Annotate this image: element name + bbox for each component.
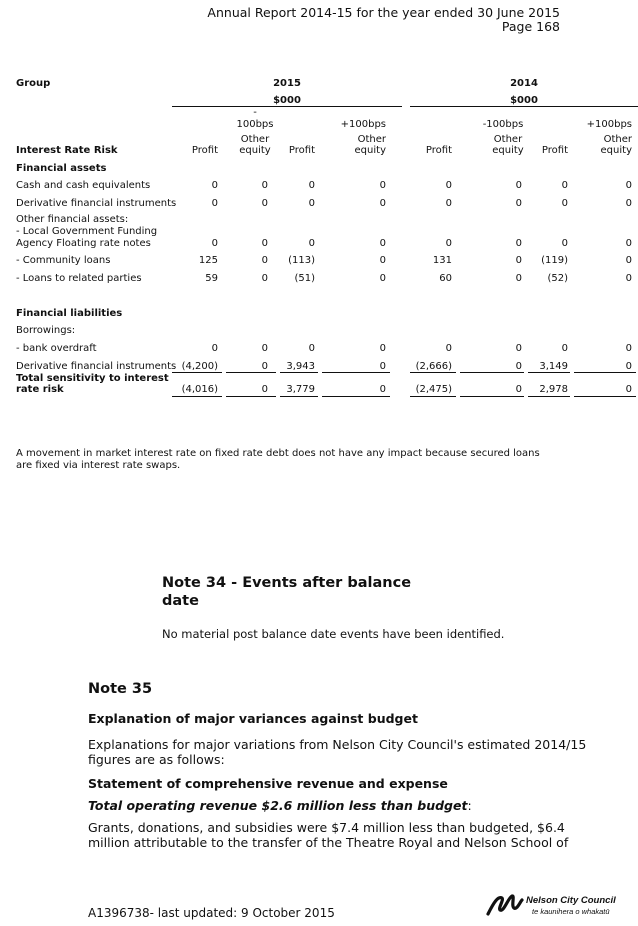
cell-deriv-assets-1: 0 [211, 198, 218, 209]
cell-total-5: (2,475) [415, 384, 452, 395]
cell-other-assets-6: 0 [515, 238, 522, 249]
nelson-city-council-logo-icon [486, 892, 524, 918]
profit-label-1: Profit [191, 145, 218, 156]
deriv-rule-8 [574, 372, 636, 373]
revenue-colon: : [467, 798, 472, 813]
cell-community-3: (113) [288, 255, 315, 266]
cell-cash-6: 0 [515, 180, 522, 191]
total-rule-2 [226, 396, 276, 397]
cell-related-5: 60 [439, 273, 452, 284]
col-2015-plus-bps: +100bps [340, 119, 386, 130]
total-rule-5 [410, 396, 456, 397]
cell-related-8: 0 [625, 273, 632, 284]
cell-other-assets-5: 0 [445, 238, 452, 249]
unit-2015: $000 [273, 95, 301, 106]
cell-community-5: 131 [432, 255, 452, 266]
grants-line-2: million attributable to the transfer of the Theatre Royal and Nelson School of [88, 835, 569, 850]
deriv-rule-1 [172, 372, 222, 373]
cell-other-assets-7: 0 [561, 238, 568, 249]
col-2015-minus-bps: 100bps [236, 119, 274, 130]
row-label-other-assets-2: - Local Government Funding [16, 226, 158, 237]
cell-other-assets-3: 0 [308, 238, 315, 249]
cell-cash-3: 0 [308, 180, 315, 191]
section-financial-liabilities: Financial liabilities [16, 308, 123, 319]
page-number: Page 168 [501, 19, 560, 34]
section-financial-assets: Financial assets [16, 163, 107, 174]
cell-other-assets-2: 0 [261, 238, 268, 249]
profit-label-3: Profit [425, 145, 452, 156]
other-label-2015-b: Other [357, 134, 386, 145]
note35-intro-line-2: figures are as follows: [88, 752, 225, 767]
note35-intro-line-1: Explanations for major variations from Nelson City Council's estimated 2014/15 [88, 737, 587, 752]
row-label-other-assets-3: Agency Floating rate notes [16, 238, 151, 249]
cell-related-6: 0 [515, 273, 522, 284]
doc-reference: A1396738- last updated: 9 October 2015 [88, 906, 335, 920]
revenue-heading: Total operating revenue $2.6 million less than budget [88, 798, 468, 813]
cell-other-assets-4: 0 [379, 238, 386, 249]
cell-overdraft-7: 0 [561, 343, 568, 354]
row-label-total-1: Total sensitivity to interest [16, 373, 169, 384]
deriv-rule-4 [322, 372, 390, 373]
cell-related-3: (51) [294, 273, 315, 284]
cell-related-2: 0 [261, 273, 268, 284]
year-2014: 2014 [510, 78, 538, 89]
group-label: Group [16, 78, 51, 89]
row-label-total-2: rate risk [16, 384, 64, 395]
other-label-2014-a: Other [493, 134, 523, 145]
total-rule-7 [528, 396, 570, 397]
cell-related-7: (52) [547, 273, 568, 284]
col-2014-minus-bps: -100bps [482, 119, 524, 130]
statement-heading: Statement of comprehensive revenue and expense [88, 776, 448, 791]
equity-label-2: equity [354, 145, 386, 156]
cell-deriv-assets-7: 0 [561, 198, 568, 209]
col-2014-plus-bps: +100bps [586, 119, 632, 130]
logo-tagline: te kaunihera o whakatū [532, 907, 610, 916]
note35-subtitle: Explanation of major variances against budget [88, 711, 418, 726]
cell-deriv-assets-3: 0 [308, 198, 315, 209]
cell-other-assets-1: 0 [211, 238, 218, 249]
cell-cash-4: 0 [379, 180, 386, 191]
cell-deriv-assets-4: 0 [379, 198, 386, 209]
cell-community-2: 0 [261, 255, 268, 266]
unit-2014: $000 [510, 95, 538, 106]
cell-cash-2: 0 [261, 180, 268, 191]
footnote-line-2: are fixed via interest rate swaps. [16, 460, 181, 471]
row-label-deriv-assets: Derivative financial instruments [16, 198, 177, 209]
cell-deriv-liab-1: (4,200) [181, 361, 218, 372]
deriv-rule-7 [528, 372, 570, 373]
note34-title-line-1: Note 34 - Events after balance [162, 575, 412, 591]
equity-label-1: equity [239, 145, 271, 156]
deriv-rule-3 [280, 372, 318, 373]
cell-cash-1: 0 [211, 180, 218, 191]
row-label-deriv-liab: Derivative financial instruments [16, 361, 177, 372]
deriv-rule-6 [460, 372, 524, 373]
note34-body: No material post balance date events have been identified. [162, 627, 505, 641]
cell-deriv-assets-2: 0 [261, 198, 268, 209]
dash-mark: - [253, 107, 257, 118]
section-borrowings: Borrowings: [16, 325, 76, 336]
cell-overdraft-1: 0 [211, 343, 218, 354]
row-label-other-assets-1: Other financial assets: [16, 214, 129, 225]
cell-overdraft-6: 0 [515, 343, 522, 354]
total-rule-8 [574, 396, 636, 397]
row-label-community: - Community loans [16, 255, 111, 266]
cell-total-2: 0 [261, 384, 268, 395]
cell-related-1: 59 [205, 273, 218, 284]
cell-community-6: 0 [515, 255, 522, 266]
rule-2014 [410, 106, 638, 107]
total-rule-1 [172, 396, 222, 397]
row-label-related: - Loans to related parties [16, 273, 142, 284]
profit-label-4: Profit [541, 145, 568, 156]
interest-rate-risk-title: Interest Rate Risk [16, 145, 118, 156]
deriv-rule-2 [226, 372, 276, 373]
other-label-2015-a: Other [240, 134, 270, 145]
cell-deriv-assets-8: 0 [625, 198, 632, 209]
cell-deriv-assets-6: 0 [515, 198, 522, 209]
cell-overdraft-4: 0 [379, 343, 386, 354]
other-label-2014-b: Other [603, 134, 632, 145]
grants-line-1: Grants, donations, and subsidies were $7.4 million less than budgeted, $6.4 [88, 820, 565, 835]
year-2015: 2015 [273, 78, 301, 89]
cell-other-assets-8: 0 [625, 238, 632, 249]
total-rule-4 [322, 396, 390, 397]
cell-overdraft-3: 0 [308, 343, 315, 354]
revenue-heading-wrap [88, 798, 472, 813]
cell-overdraft-8: 0 [625, 343, 632, 354]
cell-overdraft-5: 0 [445, 343, 452, 354]
equity-label-3: equity [492, 145, 524, 156]
cell-deriv-liab-4: 0 [379, 361, 386, 372]
cell-total-4: 0 [379, 384, 386, 395]
cell-community-4: 0 [379, 255, 386, 266]
rule-2015 [172, 106, 402, 107]
footnote-line-1: A movement in market interest rate on fixed rate debt does not have any impact because secured loans [16, 448, 540, 459]
cell-related-4: 0 [379, 273, 386, 284]
note35-title: Note 35 [88, 681, 153, 697]
cell-community-8: 0 [625, 255, 632, 266]
total-rule-3 [280, 396, 318, 397]
row-label-overdraft: - bank overdraft [16, 343, 97, 354]
deriv-rule-5 [410, 372, 456, 373]
cell-deriv-liab-6: 0 [515, 361, 522, 372]
cell-deriv-liab-8: 0 [625, 361, 632, 372]
equity-label-4: equity [600, 145, 632, 156]
profit-label-2: Profit [288, 145, 315, 156]
cell-deriv-liab-2: 0 [261, 361, 268, 372]
cell-total-3: 3,779 [286, 384, 315, 395]
cell-community-1: 125 [198, 255, 218, 266]
cell-cash-8: 0 [625, 180, 632, 191]
cell-cash-5: 0 [445, 180, 452, 191]
cell-deriv-liab-5: (2,666) [415, 361, 452, 372]
cell-total-1: (4,016) [181, 384, 218, 395]
row-label-cash: Cash and cash equivalents [16, 180, 151, 191]
cell-deriv-assets-5: 0 [445, 198, 452, 209]
cell-total-6: 0 [515, 384, 522, 395]
cell-community-7: (119) [541, 255, 568, 266]
total-rule-6 [460, 396, 524, 397]
note34-title-line-2: date [162, 593, 199, 609]
cell-overdraft-2: 0 [261, 343, 268, 354]
cell-cash-7: 0 [561, 180, 568, 191]
cell-deriv-liab-7: 3,149 [539, 361, 568, 372]
report-title: Annual Report 2014-15 for the year ended 30 June 2015 [207, 5, 560, 20]
logo-name: Nelson City Council [526, 895, 616, 906]
cell-total-8: 0 [625, 384, 632, 395]
cell-deriv-liab-3: 3,943 [286, 361, 315, 372]
cell-total-7: 2,978 [539, 384, 568, 395]
